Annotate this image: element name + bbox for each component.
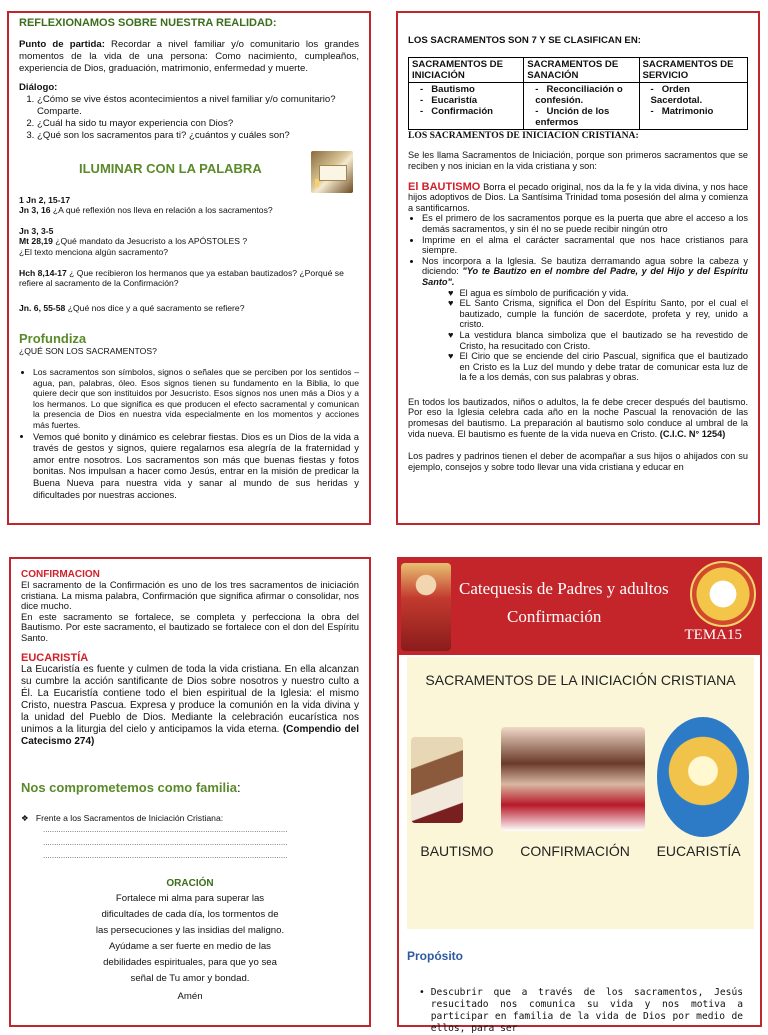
bautismo-label: El BAUTISMO xyxy=(408,180,481,193)
intro: Se les llama Sacramentos de Iniciación, porque son primeros sacramentos que se reciben y nos inician en la vida cristiana y son: xyxy=(408,150,748,171)
proposito-text: • Descubrir que a través de los sacramentos, Jesús resucitado nos comunica su vida y nos motiva a participar en familia de la vida de Dios por medio de ellos, para ser xyxy=(419,987,743,1034)
heart-icon: ♥ xyxy=(448,329,454,340)
cita: Jn 3, 3-5 xyxy=(19,225,54,236)
confirmacion-text2: En este sacramento se fortalece, se completa y perfecciona la obra del Bautismo. Por este sacramento, el bautizado se fortalece con el don del Espíritu Santo. xyxy=(21,610,359,643)
header-line-2: Confirmación xyxy=(507,607,602,626)
sacramentos-table xyxy=(408,57,748,130)
table-cell: - Bautismo - Eucaristía - Confirmación xyxy=(409,83,524,130)
table-cell: - Reconciliación o confesión. - Unción de los enfermos xyxy=(524,83,639,130)
oracion-heading: ORACIÓN xyxy=(166,878,214,890)
sacramento-labels xyxy=(407,843,754,859)
panel-title: REFLEXIONAMOS SOBRE NUESTRA REALIDAD: xyxy=(19,17,277,29)
heart-icon: ♥ xyxy=(448,298,454,309)
list-item: 2. ¿Cuál ha sido tu mayor experiencia con Dios? xyxy=(37,118,359,130)
jesus-image xyxy=(401,563,451,651)
que-son: ¿QUÉ SON LOS SACRAMENTOS? xyxy=(19,346,157,357)
frente-line: ❖ Frente a los Sacramentos de Iniciación Cristiana: xyxy=(21,812,224,823)
eucaristia-text: La Eucaristía es fuente y culmen de toda la vida cristiana. En ella alcanzan su cumbre la acción santificante de Dios sobre nosotros y nuestro culto a Él. La Eucaristía contiene todo el bien espiritual de la Iglesia: el mismo Cristo, nuestra Pascua. Expresa y produce la comunión en la vida divina y la unidad del Pueblo de Dios. Mediante la celebración eucarística nos unimos a la liturgia del cielo y anticipamos la vida eterna. (Compendio del Catecismo 274) xyxy=(21,663,359,747)
panel-reflexionamos xyxy=(7,11,371,525)
list-item: ♥ El agua es símbolo de purificación y vida. xyxy=(448,287,629,298)
heart-icon: ♥ xyxy=(448,351,454,362)
tema-label: TEMA15 xyxy=(684,627,742,643)
list-item: • Es el primero de los sacramentos porque es la puerta que abre el acceso a los demás sacramentos, y sin él no se puede recibir ningún otro xyxy=(422,213,748,234)
cita: Jn. 6, 55-58 ¿Qué nos dice y a qué sacramento se refiere? xyxy=(19,302,245,313)
confirmacion-label: CONFIRMACION xyxy=(21,569,100,580)
proposito-heading: Propósito xyxy=(407,949,463,963)
list-item: ♥ La vestidura blanca simboliza que el bautizado se ha revestido de Cristo, ha resucitado con Cristo. xyxy=(448,329,748,351)
iluminar-heading: ILUMINAR CON LA PALABRA xyxy=(79,160,262,176)
heart-icon: ♥ xyxy=(448,287,454,298)
eucharist-image xyxy=(657,717,749,837)
answer-lines: .............................................................................................................. .............................................................................................................. .............................................................................................................. xyxy=(43,825,288,861)
cover-title: SACRAMENTOS DE LA INICIACIÓN CRISTIANA xyxy=(425,672,736,688)
cover-header xyxy=(399,559,760,655)
profundiza-list xyxy=(19,367,359,500)
dialogo-label: Diálogo: xyxy=(19,81,58,93)
cita: 1 Jn 2, 15-17 xyxy=(19,194,71,205)
bullet-icon: • xyxy=(419,987,425,998)
list-item: • Nos incorpora a la Iglesia. Se bautiza derramando agua sobre la cabeza y diciendo: "Yo te Bautizo en el nombre del Padre, y del Hijo y del Espíritu Santo". xyxy=(422,256,748,288)
list-item: • Los sacramentos son símbolos, signos o señales que se perciben por los sentidos – agua, pan, palabras, óleo. Esos signos tienen su fundamento en la Biblia, lo que quiere decir que son instituidos por Jesucristo. Esos signos nos unen más a Dios y a los hermanos. Lo que significa es que producen el efecto sacramental y comunican la presencia de Dios en nuestra vida especialmente en los momentos y acciones más fuertes. xyxy=(33,367,359,431)
para-bautizados: En todos los bautizados, niños o adultos, la fe debe crecer después del bautismo. Por eso la Iglesia celebra cada año en la noche Pascual la renovación de las promesas del bautismo. La preparación al bautismo solo conduce al umbral de la vida nueva. El bautismo es fuente de la vida nueva en Cristo. (C.I.C. N° 1254) xyxy=(408,396,748,439)
dialogo-list xyxy=(19,94,359,143)
para-padres: Los padres y padrinos tienen el deber de acompañar a sus hijos o ahijados con su ejemplo, consejos y sobre todo llevar una vida cristiana y educar en xyxy=(408,451,748,472)
label-confirmacion: CONFIRMACIÓN xyxy=(520,843,630,859)
iniciacion-title: LOS SACRAMENTOS DE INICIACION CRISTIANA: xyxy=(408,130,639,142)
punto-text: Recordar a nivel familiar y/o comunitario los grandes momentos de la vida de una persona: Como nacimiento, cumpleaños, experiencia de Dios, graduación, matrimonio, enfermedad y muerte. xyxy=(19,39,359,75)
cita: Jn 3, 16 ¿A qué reflexión nos lleva en relación a los sacramentos? xyxy=(19,205,273,216)
list-item: 1. ¿Cómo se vive éstos acontecimientos a nivel familiar y/o comunitario? Comparte. xyxy=(37,94,359,118)
table-cell: - Orden Sacerdotal. - Matrimonio xyxy=(639,83,748,130)
cita: Mt 28,19 ¿Qué mandato da Jesucristo a los APÓSTOLES ? xyxy=(19,236,248,247)
panel-cover xyxy=(397,557,762,1034)
panel-sacramentos xyxy=(396,11,760,525)
profundiza-heading: Profundiza xyxy=(19,331,87,347)
parish-seal-image xyxy=(690,561,756,627)
header-line-1: Catequesis de Padres y adultos xyxy=(459,579,669,598)
col-header: SACRAMENTOS DE SANACIÓN xyxy=(524,58,639,83)
eucaristia-label: EUCARISTÍA xyxy=(21,651,89,664)
bautismo-paragraph: El BAUTISMO Borra el pecado original, nos da la fe y la vida divina, y nos hace hijos adoptivos de Dios. La Santísima Trinidad toma posesión del alma y comienza a santificarnos. xyxy=(408,180,748,213)
col-header: SACRAMENTOS DE SERVICIO xyxy=(639,58,748,83)
cita: ¿El texto menciona algún sacramento? xyxy=(19,247,169,257)
compromiso-heading: Nos comprometemos como familia: xyxy=(21,779,241,795)
hearts-list xyxy=(408,288,748,383)
punto-partida xyxy=(19,39,359,76)
panel-confirmacion xyxy=(9,557,371,1027)
confirmacion-text: El sacramento de la Confirmación es uno de los tres sacramentos de iniciación cristiana. La misma palabra, Confirmación que significa afirmar o consolidar, nos dice mucho. xyxy=(21,579,359,612)
citas xyxy=(19,195,359,314)
diamond-bullet-icon: ❖ xyxy=(21,812,29,823)
cover-body xyxy=(407,657,754,929)
label-bautismo: BAUTISMO xyxy=(420,843,494,859)
bible-image xyxy=(311,151,353,193)
confirmation-image xyxy=(501,727,645,831)
cita: Hch 8,14-17 ¿ Que recibieron los hermanos que ya estaban bautizados? ¿Porqué se refiere al sacramento de la Confirmación? xyxy=(19,267,344,289)
list-item: • Imprime en el alma el carácter sacramental que nos hace cristianos para siempre. xyxy=(422,235,748,256)
col-header: SACRAMENTOS DE INICIACIÓN xyxy=(409,58,524,83)
label-eucaristia: EUCARISTÍA xyxy=(656,843,741,859)
list-item: 3. ¿Qué son los sacramentos para ti? ¿cuántos y cuáles son? xyxy=(37,130,359,142)
bautismo-list xyxy=(408,213,748,287)
list-item: ♥ El Cirio que se enciende del cirio Pascual, significa que el bautizado en Cristo es la Luz del mundo y debe tratar de comunicar esta luz de la fe a los demás, con sus palabras y obras. xyxy=(448,351,748,383)
list-item: ♥ EL Santo Crisma, significa el Don del Espíritu Santo, por el cual el bautizado, cumple la función de sacerdote, profeta y rey, unido a cristo. xyxy=(448,298,748,330)
panel-title: LOS SACRAMENTOS SON 7 Y SE CLASIFICAN EN: xyxy=(408,35,641,46)
punto-label: Punto de partida: xyxy=(19,39,105,50)
oracion-text: Fortalece mi alma para superar las dificultades de cada día, los tormentos de las persecuciones y las insidias del maligno. Ayúdame a ser fuerte en medio de las debilidades espirituales, para que yo sea señal de Tu amor y bondad. Amén xyxy=(95,893,285,1003)
list-item: • Vemos qué bonito y dinámico es celebrar fiestas. Dios es un Dios de la vida a través de gestos y signos, quiere regalarnos esa alegría de la fraternidad y amor entre nosotros. Los sacramentos son más que buenas fiestas y fotos bonitas. Nos impulsan a hacer como Jesús, entrar en la misión de predicar la Buena Nueva para nuestra vida y sanar al mundo de sus heridas y dificultades por nuestras acciones. xyxy=(33,431,359,501)
baptism-image xyxy=(411,737,463,823)
